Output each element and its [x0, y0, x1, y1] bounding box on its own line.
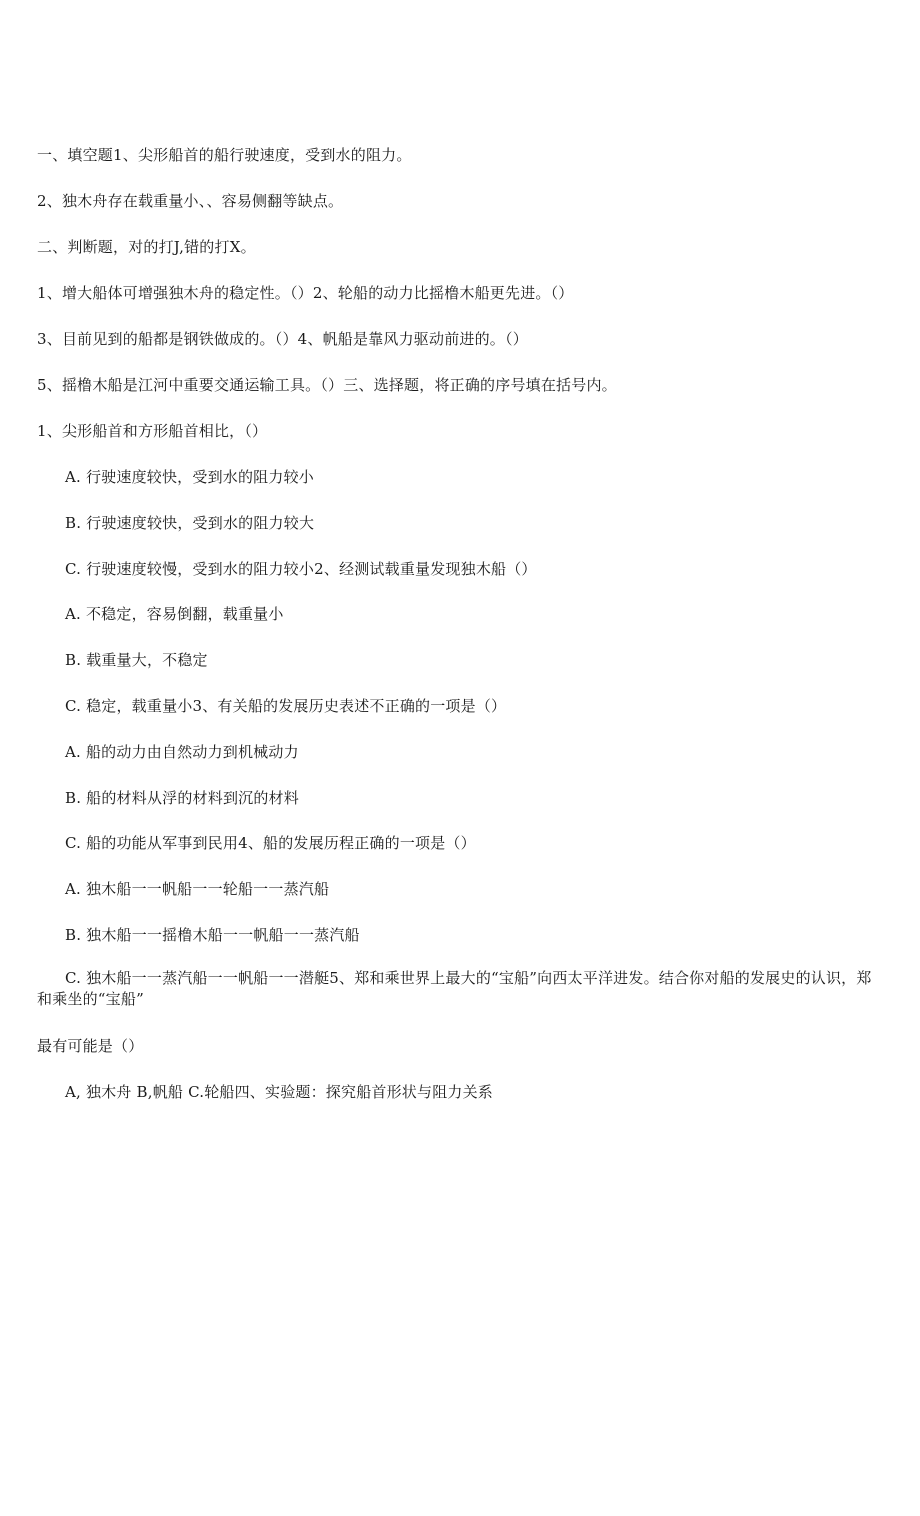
choice-q1: 1、尖形船首和方形船首相比，（） [37, 422, 268, 440]
choice-q5-options-experiment-heading: A, 独木舟 B,帆船 C.轮船四、实验题：探究船首形状与阻力关系 [65, 1083, 494, 1101]
true-false-q1-q2: 1、增大船体可增强独木舟的稳定性。（）2、轮船的动力比摇橹木船更先进。（） [37, 284, 574, 302]
choice-q1-option-b: B. 行驶速度较快，受到水的阻力较大 [65, 514, 315, 532]
choice-q4-option-b: B. 独木船一一摇橹木船一一帆船一一蒸汽船 [65, 926, 360, 944]
fill-in-section-q1: 一、填空题1、尖形船首的船行驶速度，受到水的阻力。 [37, 146, 412, 164]
choice-q3-option-b: B. 船的材料从浮的材料到沉的材料 [65, 789, 299, 807]
choice-q3-option-c-q4: C. 船的功能从军事到民用4、船的发展历程正确的一项是（） [65, 834, 476, 852]
choice-q3-option-a: A. 船的动力由自然动力到机械动力 [65, 743, 299, 761]
choice-q1-option-a: A. 行驶速度较快，受到水的阻力较小 [65, 468, 314, 486]
true-false-section-heading: 二、判断题，对的打J,错的打X。 [37, 238, 256, 256]
true-false-q3-q4: 3、目前见到的船都是钢铁做成的。（）4、帆船是靠风力驱动前进的。（） [37, 330, 528, 348]
choice-q4-option-c-q5: C. 独木船一一蒸汽船一一帆船一一潜艇5、郑和乘世界上最大的“宝船”向西太平洋进发。结合你对船的发展史的认识，郑和乘坐的“宝船” [37, 969, 872, 1008]
choice-q2-option-b: B. 载重量大，不稳定 [65, 651, 208, 669]
choice-q4-option-a: A. 独木船一一帆船一一轮船一一蒸汽船 [65, 880, 330, 898]
true-false-q5-choice-heading: 5、摇橹木船是江河中重要交通运输工具。（）三、选择题，将正确的序号填在括号内。 [37, 376, 617, 394]
choice-q5-continuation: 最有可能是（） [37, 1037, 144, 1055]
choice-q2-option-a: A. 不稳定，容易倒翻，载重量小 [65, 605, 284, 623]
choice-q2-option-c-q3: C. 稳定，载重量小3、有关船的发展历史表述不正确的一项是（） [65, 697, 507, 715]
choice-q1-option-c-q2: C. 行驶速度较慢，受到水的阻力较小2、经测试载重量发现独木船（） [65, 560, 537, 578]
fill-in-q2: 2、独木舟存在载重量小、、容易侧翻等缺点。 [37, 192, 344, 210]
